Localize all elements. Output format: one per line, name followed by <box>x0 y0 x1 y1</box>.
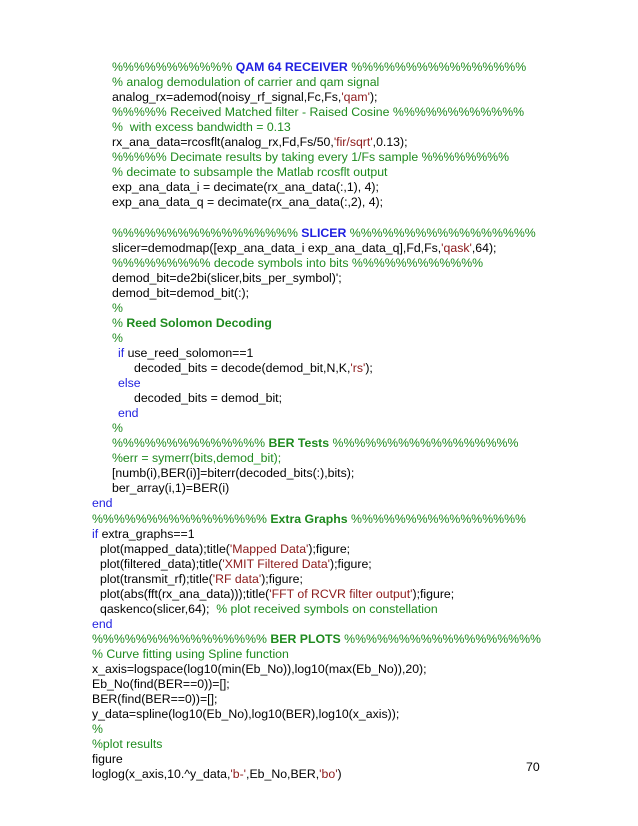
code-line <box>92 647 289 662</box>
code-line <box>100 542 350 557</box>
code-token: 'fir/sqrt' <box>333 135 373 150</box>
code-line <box>92 662 427 677</box>
code-token: BER(find(BER==0))=[]; <box>92 692 218 707</box>
code-token: );figure; <box>412 586 455 601</box>
code-line <box>92 737 162 752</box>
code-token: %%%%%%%%%%%%%%%%%% <box>340 631 541 646</box>
code-line <box>100 572 303 587</box>
code-token: 'qam' <box>341 90 370 105</box>
code-line <box>112 120 291 135</box>
code-line <box>112 481 229 496</box>
code-token: plot(mapped_data);title( <box>100 541 230 556</box>
code-line <box>112 331 123 346</box>
code-line <box>92 767 342 782</box>
code-token: [numb(i),BER(i)]=biterr(decoded_bits(:),bits); <box>112 466 355 481</box>
code-token: plot(filtered_data);title( <box>100 556 223 571</box>
code-token: );figure; <box>330 556 372 571</box>
code-token: %%%%%%%%%%%%%%%% <box>347 511 526 526</box>
code-token: use_reed_solomon==1 <box>124 345 254 360</box>
code-token: end <box>92 616 113 631</box>
code-token: QAM 64 RECEIVER <box>235 60 348 74</box>
code-token: %plot results <box>92 737 163 752</box>
code-token: analog_rx=ademod(noisy_rf_signal,Fc,Fs, <box>112 90 342 105</box>
code-line <box>112 105 524 120</box>
code-line <box>100 602 438 617</box>
code-token: BER PLOTS <box>270 631 341 646</box>
code-token: end <box>118 406 139 421</box>
code-token: % Curve fitting using Spline function <box>92 646 289 661</box>
code-token: 'qask' <box>441 240 472 255</box>
code-line <box>92 632 541 647</box>
code-line <box>112 90 377 105</box>
code-token: BER Tests <box>268 436 330 451</box>
code-token: ber_array(i,1)=BER(i) <box>112 481 230 496</box>
code-line <box>92 617 113 632</box>
code-token: end <box>92 496 113 511</box>
code-token: ); <box>365 361 373 375</box>
code-token: %%%%%%%%% decode symbols into bits %%%%%%%%%%%% <box>112 255 484 270</box>
code-token: ,64); <box>471 240 497 255</box>
page-number: 70 <box>526 760 540 774</box>
code-line <box>112 60 526 75</box>
code-token: exp_ana_data_i = decimate(rx_ana_data(:,1), 4); <box>112 180 379 195</box>
code-token: Eb_No(find(BER==0))=[]; <box>92 677 230 692</box>
code-token: decoded_bits = decode(demod_bit,N,K, <box>134 361 351 375</box>
code-token: x_axis=logspace(log10(min(Eb_No)),log10(max(Eb_No)),20); <box>92 662 427 676</box>
code-token: % with excess bandwidth = 0.13 <box>112 120 291 135</box>
code-line <box>112 165 387 180</box>
code-token: extra_graphs==1 <box>98 526 195 541</box>
code-line <box>112 466 354 481</box>
code-line <box>112 286 249 301</box>
code-token: %%%%%%%%%%%%%%%% <box>92 631 271 646</box>
code-line <box>92 722 103 737</box>
code-token: SLICER <box>301 225 347 240</box>
code-token: 'Mapped Data' <box>229 541 309 556</box>
code-line <box>112 75 379 90</box>
code-token: qaskenco(slicer,64); <box>100 601 217 616</box>
code-token: % <box>112 315 127 330</box>
code-line <box>112 451 281 466</box>
code-line <box>118 346 253 361</box>
code-token: exp_ana_data_q = decimate(rx_ana_data(:,2), 4); <box>112 195 384 210</box>
code-token: %%%%% Decimate results by taking every 1/Fs sample %%%%%%%% <box>112 150 510 165</box>
code-line <box>112 256 483 271</box>
code-token: ,Eb_No,BER, <box>246 767 320 782</box>
code-token: Reed Solomon Decoding <box>126 315 272 330</box>
code-token: 'rs' <box>350 361 366 375</box>
code-token: % <box>112 300 123 315</box>
code-token: % <box>112 330 123 345</box>
code-token: demod_bit=de2bi(slicer,bits_per_symbol)'; <box>112 270 342 285</box>
code-token: % analog demodulation of carrier and qam signal <box>112 75 380 90</box>
code-line <box>100 587 454 602</box>
code-token: % decimate to subsample the Matlab rcosflt output <box>112 165 388 180</box>
code-token: ) <box>337 767 342 782</box>
code-token: 'bo' <box>319 767 338 782</box>
code-line <box>112 150 509 165</box>
code-line <box>112 316 272 331</box>
code-line <box>92 512 526 527</box>
code-token: % <box>92 722 103 737</box>
code-line <box>134 391 282 406</box>
code-token: %%%%%%%%%%%%%%%% <box>92 511 271 526</box>
code-token: else <box>118 376 141 391</box>
code-token: 'b-' <box>230 767 247 782</box>
code-token: plot(transmit_rf);title( <box>100 571 213 586</box>
code-token: %%%%%%%%%%%%%% <box>112 436 269 451</box>
code-token: %%%%%%%%%%% <box>112 60 236 74</box>
code-token: if <box>92 526 99 541</box>
code-line <box>100 557 372 572</box>
code-line <box>92 527 195 542</box>
code-token: Extra Graphs <box>270 511 348 526</box>
code-token: %%%%%%%%%%%%%%%%% <box>329 436 519 451</box>
code-token: if <box>118 345 125 360</box>
code-line <box>112 436 518 451</box>
code-line <box>92 707 399 722</box>
code-token: %%%%%%%%%%%%%%%%% <box>112 225 302 240</box>
code-line <box>112 226 536 241</box>
code-token: figure <box>92 752 123 767</box>
code-token: y_data=spline(log10(Eb_No),log10(BER),log10(x_axis)); <box>92 707 400 722</box>
code-line <box>118 376 141 391</box>
code-line <box>112 271 342 286</box>
code-line <box>112 421 123 436</box>
code-line <box>92 677 230 692</box>
code-token: % <box>112 421 123 436</box>
code-token: 'FFT of RCVR filter output' <box>269 586 413 601</box>
code-token: loglog(x_axis,10.^y_data, <box>92 767 231 782</box>
code-line <box>112 195 383 210</box>
code-line <box>112 301 123 316</box>
code-token: %%%%%%%%%%%%%%%%% <box>346 225 536 240</box>
code-line <box>112 241 496 256</box>
code-token: ,0.13); <box>372 135 408 150</box>
code-line <box>118 406 139 421</box>
code-token: 'XMIT Filtered Data' <box>222 556 331 571</box>
code-line <box>92 496 113 511</box>
code-token: ); <box>369 90 378 105</box>
code-line <box>92 752 123 767</box>
code-token: % plot received symbols on constellation <box>216 601 438 616</box>
code-line <box>134 361 373 376</box>
code-token: );figure; <box>308 541 351 556</box>
code-token: slicer=demodmap([exp_ana_data_i exp_ana_data_q],Fd,Fs, <box>112 240 442 255</box>
code-line <box>112 135 408 150</box>
code-token: decoded_bits = demod_bit; <box>134 391 283 406</box>
code-token: rx_ana_data=rcosflt(analog_rx,Fd,Fs/50, <box>112 135 334 150</box>
code-token: plot(abs(fft(rx_ana_data)));title( <box>100 586 270 601</box>
code-token: %%%%%%%%%%%%%%%% <box>347 60 527 74</box>
code-token: %err = symerr(bits,demod_bit); <box>112 451 282 466</box>
code-line <box>112 180 379 195</box>
code-token: 'RF data' <box>212 571 262 586</box>
code-line <box>92 692 217 707</box>
code-token: %%%%% Received Matched filter - Raised Cosine %%%%%%%%%%%% <box>112 105 525 120</box>
code-token: );figure; <box>261 571 303 586</box>
code-token: demod_bit=demod_bit(:); <box>112 285 250 300</box>
